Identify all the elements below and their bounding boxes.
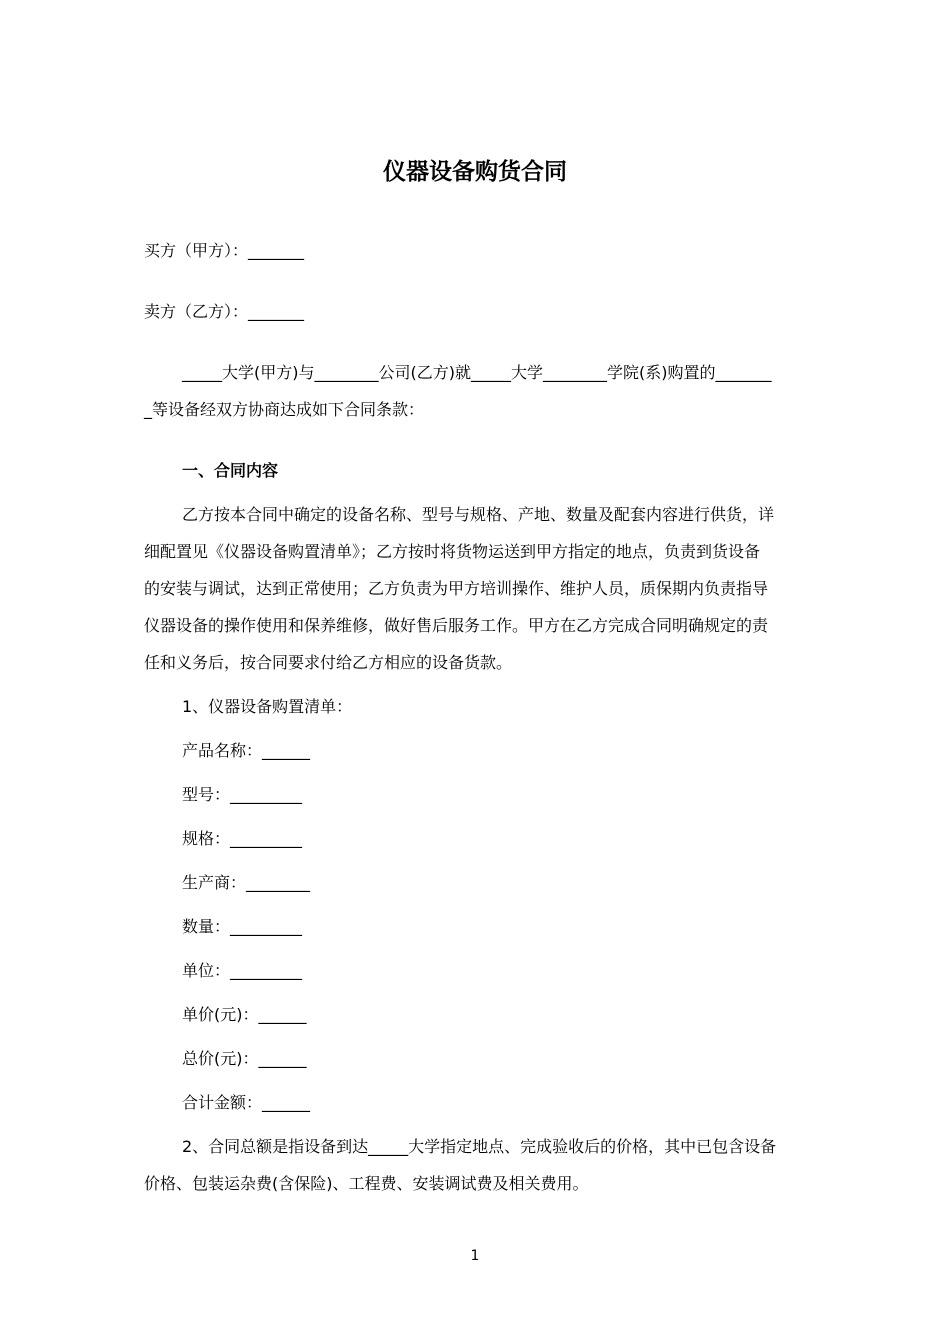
paragraph-line-2: 细配置见《仪器设备购置清单》；乙方按时将货物运送到甲方指定的地点，负责到货设备 [144,542,761,561]
paragraph-line-4: 仪器设备的操作使用和保养维修，做好售后服务工作。甲方在乙方完成合同明确规定的责 [144,616,769,635]
clause2-line-1: 2、合同总额是指设备到达_____大学指定地点、完成验收后的价格，其中已包含设备 [182,1137,777,1156]
field-total-price: 总价(元)：______ [182,1049,307,1068]
field-total-amount: 合计金额：______ [182,1093,311,1112]
page-number: 1 [470,1248,480,1264]
paragraph-line-5: 任和义务后，按合同要求付给乙方相应的设备货款。 [144,653,513,672]
paragraph-line-3: 的安装与调试，达到正常使用；乙方负责为甲方培训操作、维护人员，质保期内负责指导 [144,579,769,598]
clause2-line-2: 价格、包装运杂费(含保险)、工程费、安装调试费及相关费用。 [144,1174,589,1193]
field-quantity: 数量：_________ [182,917,303,936]
field-product-name: 产品名称：______ [182,741,311,760]
field-unit: 单位：_________ [182,961,303,980]
section-heading: 一、合同内容 [182,461,279,480]
paragraph-line-1: 乙方按本合同中确定的设备名称、型号与规格、产地、数量及配套内容进行供货，详 [182,505,775,524]
field-manufacturer: 生产商：________ [182,873,311,892]
preamble-line-2: _等设备经双方协商达成如下合同条款： [144,400,425,419]
field-unit-price: 单价(元)：______ [182,1005,307,1024]
buyer-line: 买方（甲方）：_______ [144,241,305,260]
list-title: 1、仪器设备购置清单： [182,697,353,716]
preamble-line-1: _____大学(甲方)与________公司(乙方)就_____大学________学院(系)购置的_______ [182,363,772,382]
page-title: 仪器设备购货合同 [383,159,567,185]
seller-line: 卖方（乙方）：_______ [144,302,305,321]
field-spec: 规格：_________ [182,829,303,848]
field-model: 型号：_________ [182,785,303,804]
